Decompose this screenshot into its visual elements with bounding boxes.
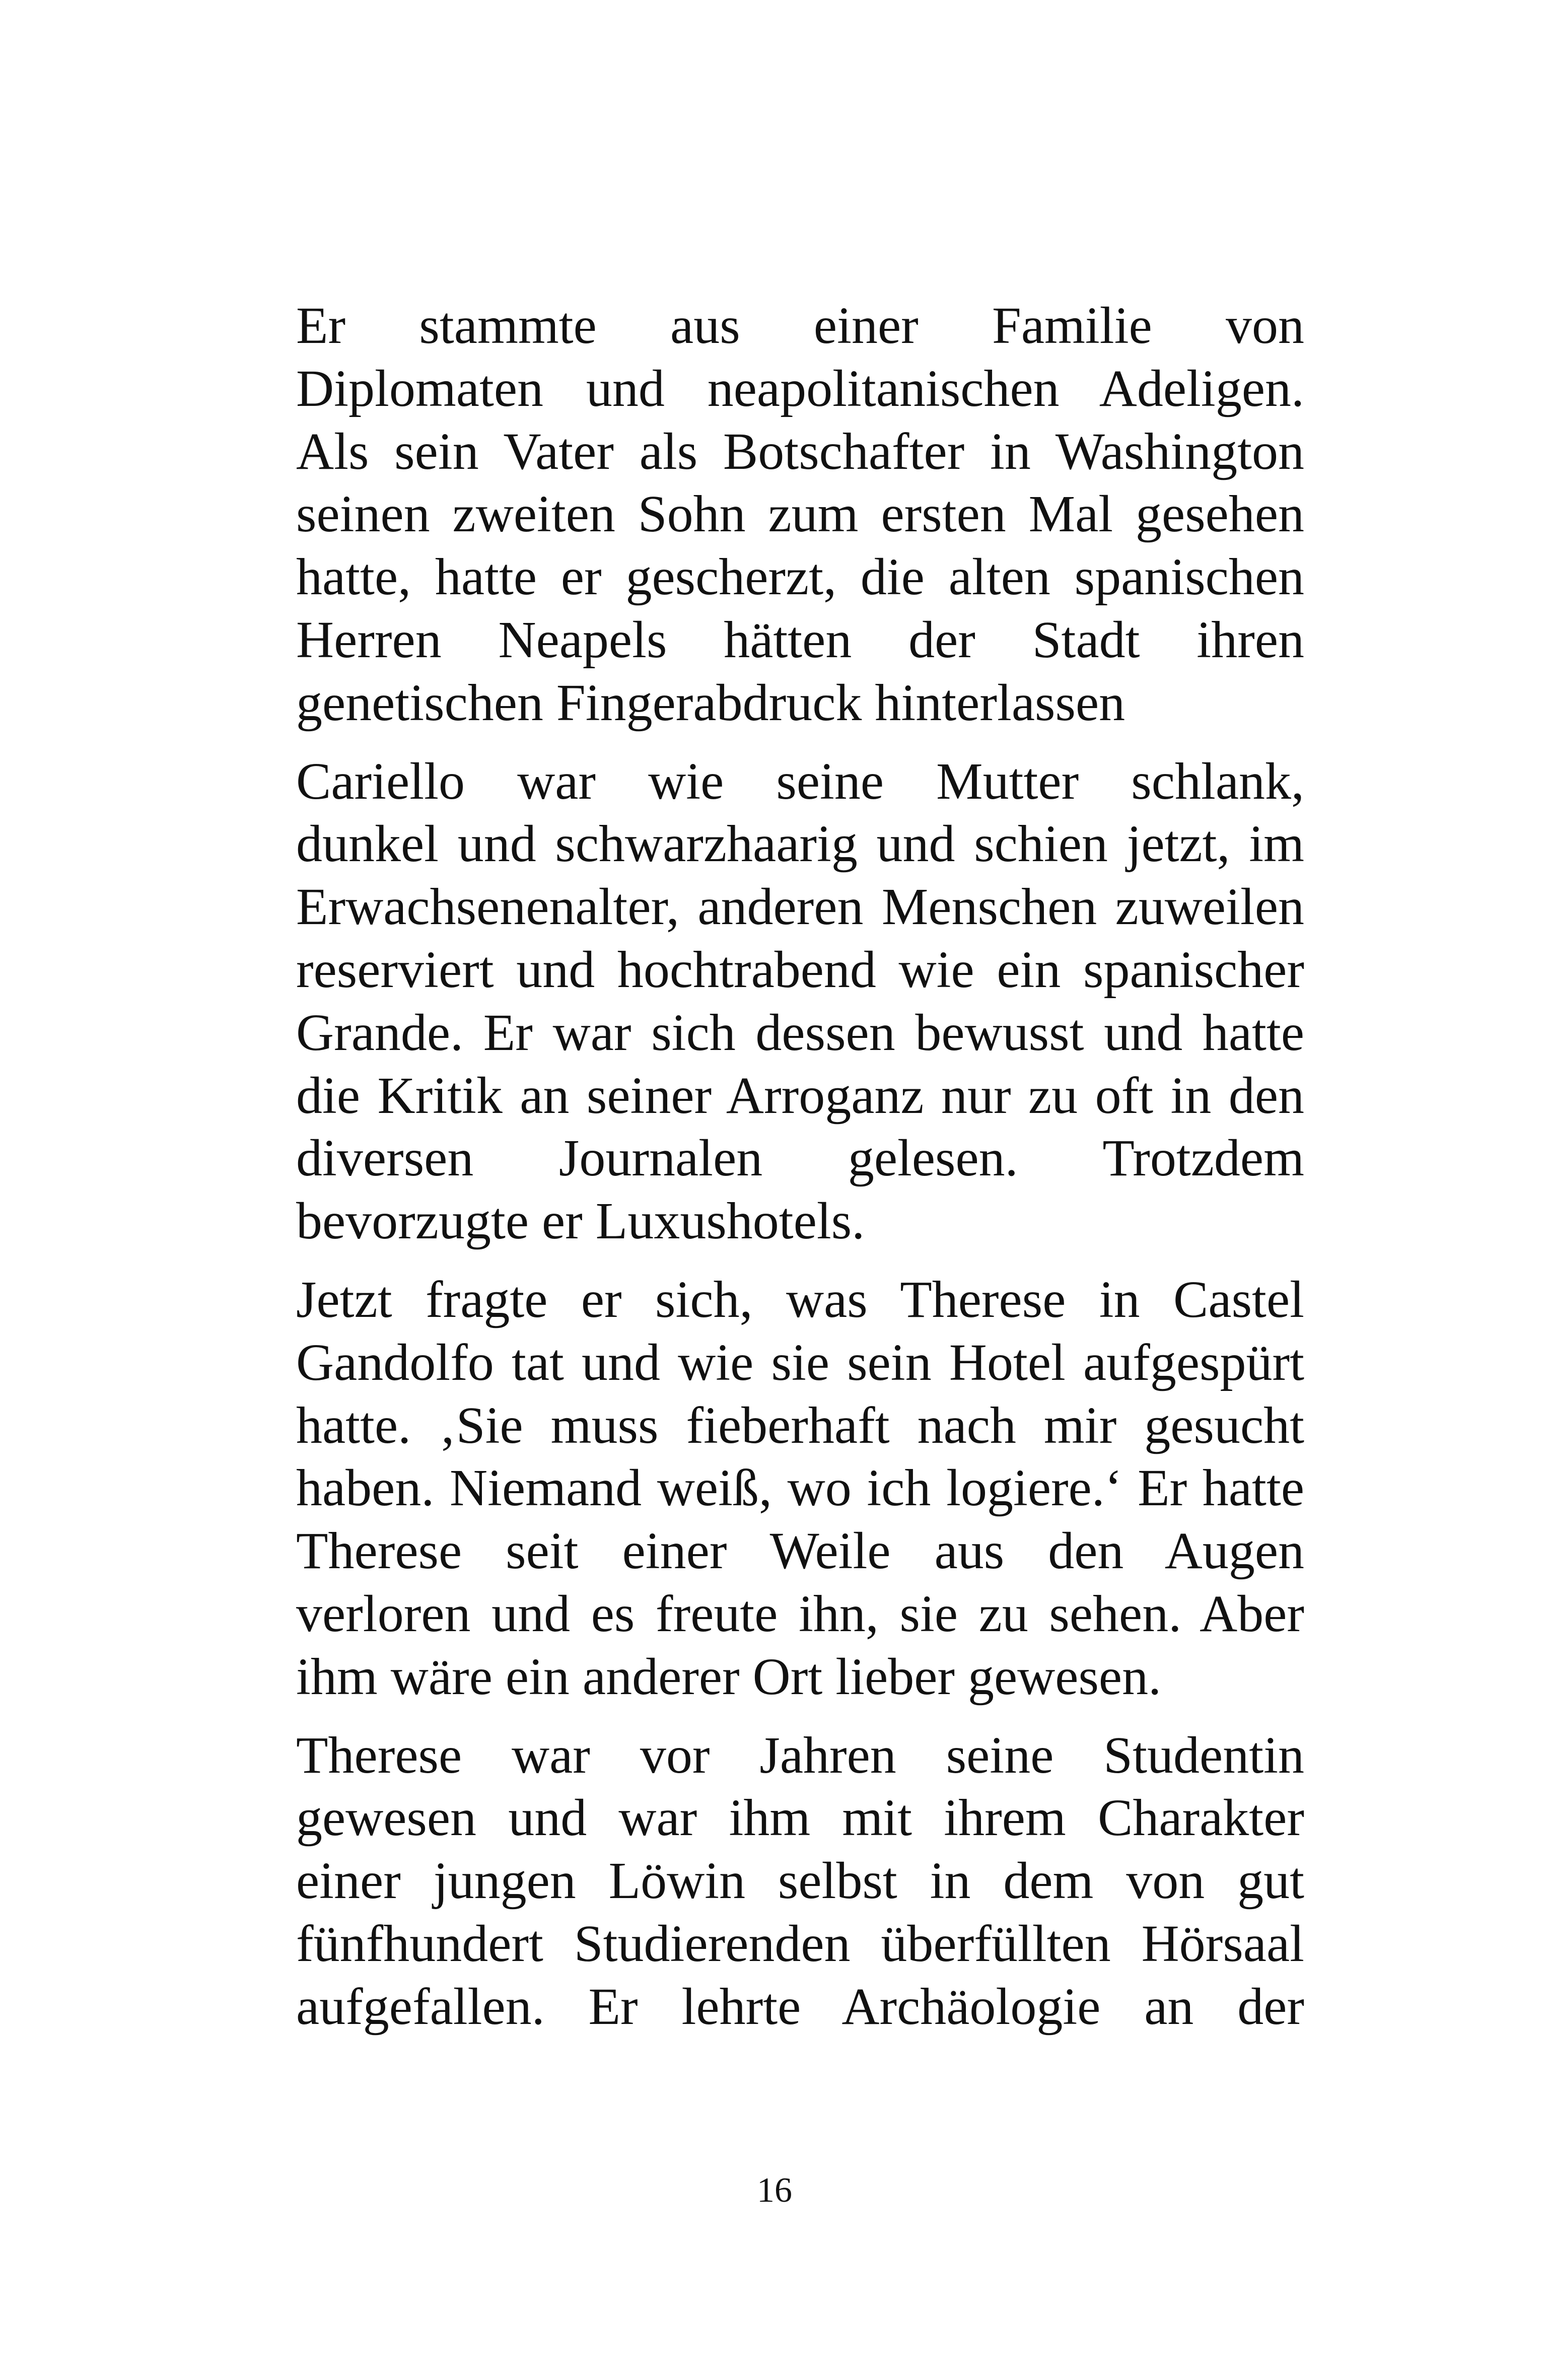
- text-line: bevorzugte er Luxushotels.: [296, 1192, 865, 1250]
- text-line: ihm wäre ein anderer Ort lieber gewesen.: [296, 1647, 1162, 1706]
- text-line: Therese war vor Jahren seine Studentin: [296, 1726, 1304, 1784]
- text-line: Erwachsenenalter, anderen Menschen zuweilen: [296, 878, 1304, 936]
- paragraph-4: [238, 1724, 1304, 2039]
- text-line: gewesen und war ihm mit ihrem Charakter: [296, 1789, 1304, 1847]
- text-line: reserviert und hochtrabend wie ein spanischer: [296, 940, 1304, 999]
- text-line: Er stammte aus einer Familie von: [296, 297, 1304, 355]
- text-line: Gandolfo tat und wie sie sein Hotel aufgespürt: [296, 1333, 1304, 1391]
- text-line: Herren Neapels hätten der Stadt ihren: [296, 610, 1304, 669]
- text-line: fünfhundert Studierenden überfüllten Hörsaal: [296, 1914, 1304, 1973]
- text-line: hatte, hatte er gescherzt, die alten spanischen: [296, 548, 1304, 606]
- text-line: aufgefallen. Er lehrte Archäologie an der: [296, 1977, 1304, 2036]
- text-line: hatte. ‚Sie muss fieberhaft nach mir gesucht: [296, 1396, 1304, 1454]
- text-line: dunkel und schwarzhaarig und schien jetzt, im: [296, 815, 1304, 873]
- body-text: [238, 295, 1304, 2054]
- text-line: Als sein Vater als Botschafter in Washington: [296, 422, 1304, 480]
- text-line: Therese seit einer Weile aus den Augen: [296, 1522, 1304, 1580]
- text-line: Grande. Er war sich dessen bewusst und hatte: [296, 1003, 1304, 1062]
- text-line: die Kritik an seiner Arroganz nur zu oft in den: [296, 1066, 1304, 1125]
- text-line: verloren und es freute ihn, sie zu sehen. Aber: [296, 1584, 1304, 1643]
- text-line: diversen Journalen gelesen. Trotzdem: [296, 1129, 1304, 1187]
- text-line: Cariello war wie seine Mutter schlank,: [296, 752, 1304, 810]
- text-line: Jetzt fragte er sich, was Therese in Castel: [296, 1270, 1304, 1328]
- text-line: genetischen Fingerabdruck hinterlassen: [296, 673, 1125, 732]
- text-line: seinen zweiten Sohn zum ersten Mal gesehen: [296, 485, 1304, 543]
- text-line: Diplomaten und neapolitanischen Adeligen.: [296, 359, 1304, 417]
- paragraph-2: [238, 750, 1304, 1253]
- page-number: 16: [757, 2171, 792, 2210]
- text-line: haben. Niemand weiß, wo ich logiere.‘ Er hatte: [296, 1459, 1304, 1517]
- paragraph-3: [238, 1269, 1304, 1709]
- text-line: einer jungen Löwin selbst in dem von gut: [296, 1852, 1304, 1910]
- paragraph-1: [238, 295, 1304, 735]
